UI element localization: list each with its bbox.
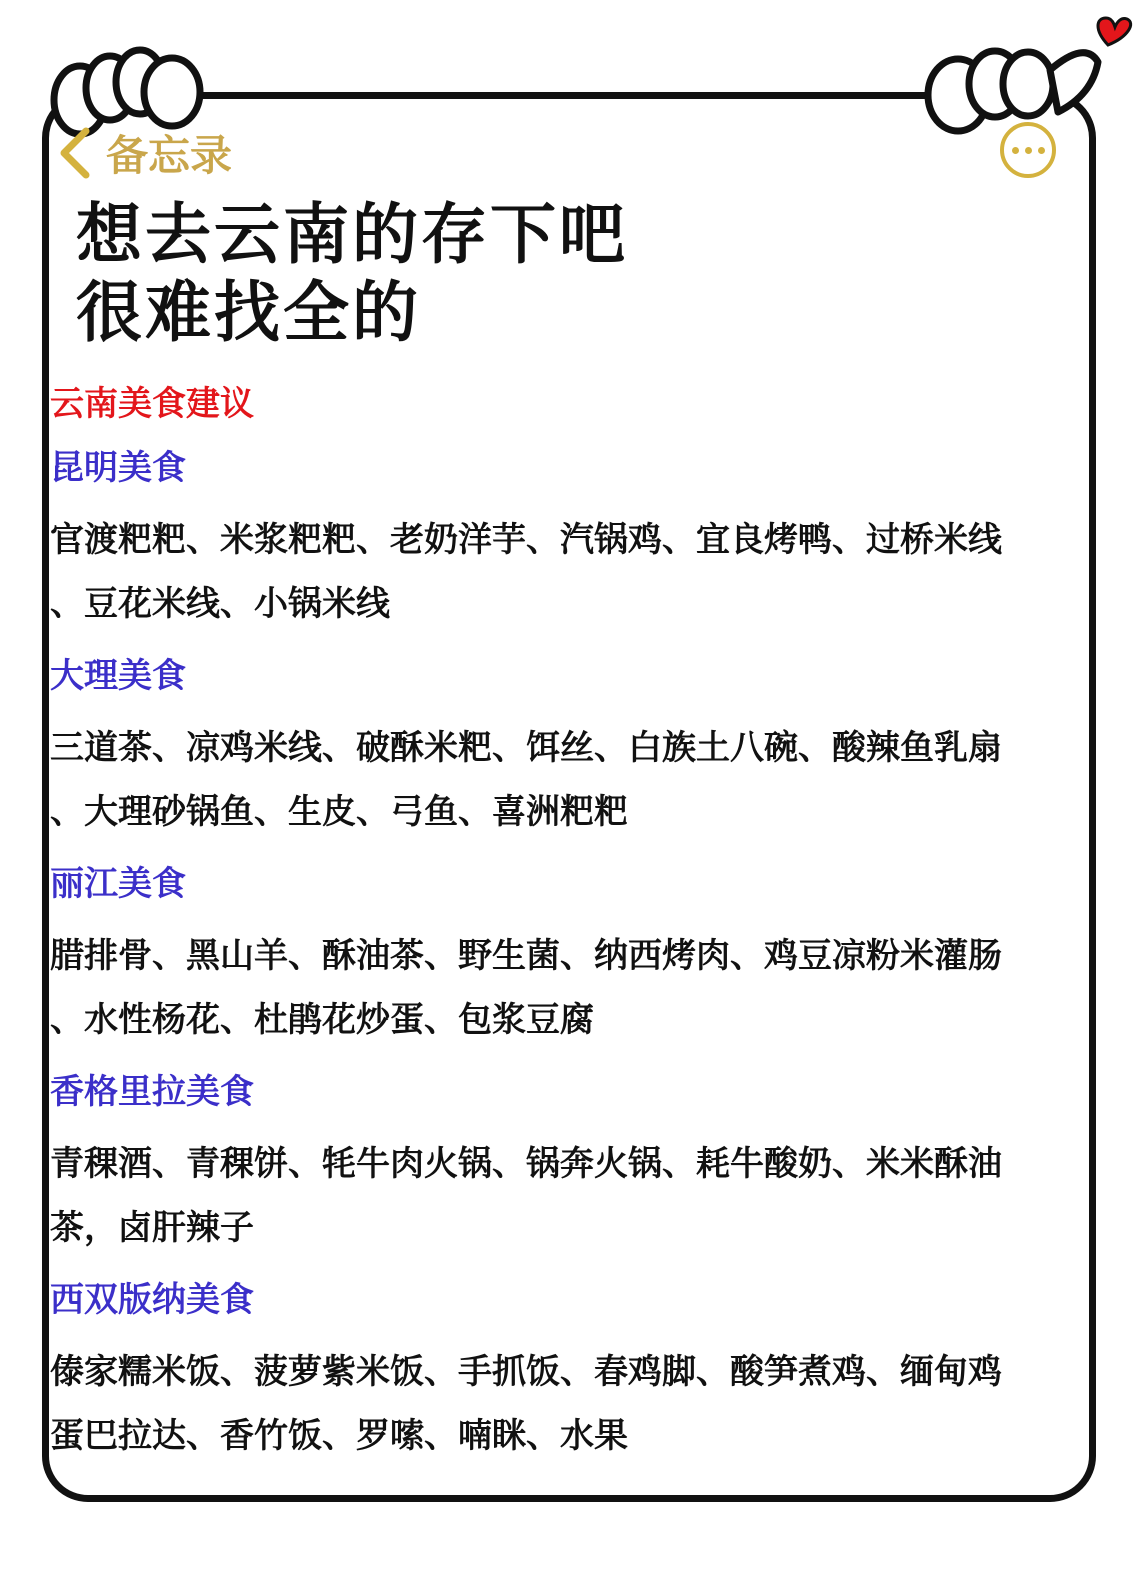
more-options-button[interactable] [1000,122,1056,178]
back-label: 备忘录 [106,131,233,180]
title-line-1: 想去云南的存下吧 [76,196,628,273]
page-title [76,196,976,352]
section-kunming [50,444,1096,636]
section-shangrila [50,1068,1096,1260]
ellipsis-circle-icon [1012,147,1019,154]
section-title: 西双版纳美食 [50,1280,254,1320]
heart-icon [1098,18,1131,45]
section-title: 香格里拉美食 [50,1072,254,1112]
section-body: 腊排骨、黑山羊、酥油茶、野生菌、纳西烤肉、鸡豆凉粉米灌肠 、水性杨花、杜鹃花炒蛋、包浆豆腐 [50,936,1002,1040]
section-dali [50,652,1096,844]
section-xishuangbanna [50,1276,1096,1468]
section-title: 大理美食 [50,656,186,696]
section-body: 傣家糯米饭、菠萝紫米饭、手抓饭、春鸡脚、酸笋煮鸡、缅甸鸡 蛋巴拉达、香竹饭、罗嗦、喃眯、水果 [50,1352,1002,1456]
back-button[interactable] [58,118,232,188]
section-body: 青稞酒、青稞饼、牦牛肉火锅、锅奔火锅、耗牛酸奶、米米酥油 茶，卤肝辣子 [50,1144,1002,1248]
chevron-left-icon [58,127,92,179]
title-line-2: 很难找全的 [76,274,421,351]
section-title: 昆明美食 [50,448,186,488]
section-body: 官渡粑粑、米浆粑粑、老奶洋芋、汽锅鸡、宜良烤鸭、过桥米线 、豆花米线、小锅米线 [50,520,1002,624]
main-heading: 云南美食建议 [50,384,254,424]
section-title: 丽江美食 [50,864,186,904]
memo-topbar [58,118,1058,188]
section-body: 三道茶、凉鸡米线、破酥米粑、饵丝、白族土八碗、酸辣鱼乳扇 、大理砂锅鱼、生皮、弓鱼、喜洲粑粑 [50,728,1002,832]
section-lijiang [50,860,1096,1052]
memo-content [50,380,1096,1484]
